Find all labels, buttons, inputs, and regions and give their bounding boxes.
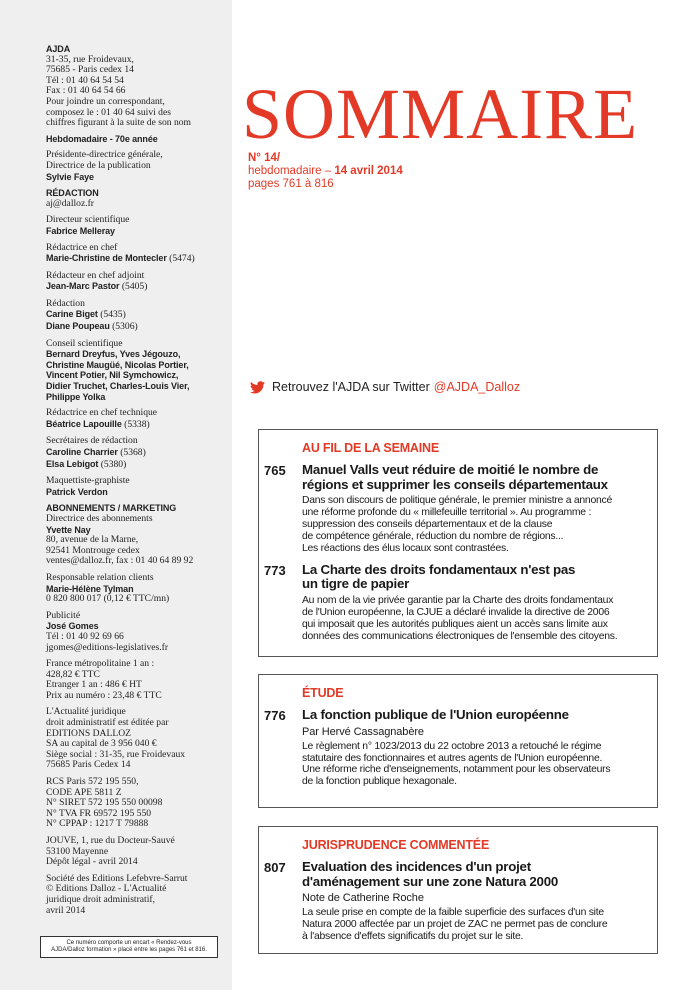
article-title: Manuel Valls veut réduire de moitié le nombre de régions et supprimer les conseils départementaux	[302, 462, 608, 492]
president-block	[46, 150, 222, 182]
phone-extension: (5474)	[166, 253, 195, 265]
person-names: Christine Maugüé, Nicolas Portier,	[46, 359, 189, 370]
printer-block	[46, 836, 222, 868]
role-label: Rédactrice en chef	[46, 241, 118, 253]
person-name: Marie-Christine de Montecler	[46, 253, 167, 264]
article-title: La fonction publique de l'Union européenne	[302, 707, 569, 722]
publisher-block	[46, 44, 222, 144]
contact-line: chiffres figurant à la suite de son nom	[46, 117, 192, 129]
price-line: Etranger 1 an : 486 € HT	[46, 679, 142, 691]
twitter-promo	[250, 380, 520, 394]
role-label: Rédacteur en chef adjoint	[46, 269, 145, 281]
phone-extension: (5435)	[97, 309, 126, 321]
article-summary: La seule prise en compte de la faible superficie des surfaces d'un site Natura 2000 affectée par un projet de ZAC ne permet pas de conclure à l'absence d'effets significatifs du projet sur le site.	[302, 907, 608, 942]
info-line: 75685 Paris Cedex 14	[46, 759, 131, 771]
section-heading: JURISPRUDENCE COMMENTÉE	[302, 838, 490, 852]
section-box-week	[258, 429, 658, 657]
person-name: Jean-Marc Pastor	[46, 281, 120, 292]
phone-extension: (5306)	[109, 321, 138, 333]
section-box-case-law	[258, 826, 658, 954]
info-line: EDITIONS DALLOZ	[46, 727, 131, 739]
person-name: Diane Poupeau	[46, 321, 110, 332]
contact-line: ventes@dalloz.fr, fax : 01 40 64 89 92	[46, 555, 194, 567]
deputy-editor-block	[46, 271, 222, 293]
registration-block	[46, 777, 222, 830]
page-title: SOMMAIRE	[242, 74, 639, 154]
info-line: © Editions Dalloz - L'Actualité	[46, 883, 167, 895]
article-title: Evaluation des incidences d'un projet d'aménagement sur une zone Natura 2000	[302, 859, 558, 889]
role-label: Directrice de la publication	[46, 159, 151, 171]
notice-line: Ce numéro comporte un encart « Rendez-vous	[66, 940, 192, 946]
toc-entry[interactable]	[259, 860, 647, 943]
person-name: José Gomes	[46, 621, 99, 632]
person-names: Philippe Yolka	[46, 391, 106, 402]
person-name: Yvette Nay	[46, 524, 91, 535]
issue-info	[248, 152, 403, 191]
notice-line: AJDA/Dalloz formation » placé entre les pages 761 et 816.	[51, 947, 207, 954]
person-name: Béatrice Lapouille	[46, 418, 122, 429]
contact-line: Pour joindre un correspondant,	[46, 95, 165, 107]
phone-line: Tél : 01 40 64 54 54	[46, 74, 124, 86]
toc-entry[interactable]	[259, 563, 647, 643]
twitter-handle-link[interactable]: @AJDA_Dalloz	[433, 380, 521, 394]
phone-line: Tél : 01 40 92 69 66	[46, 630, 124, 642]
subscriptions-block	[46, 503, 222, 567]
director-block	[46, 215, 222, 236]
page-number: 765	[264, 463, 286, 478]
address-line: 75685 - Paris cedex 14	[46, 64, 134, 76]
price-line: Prix au numéro : 23,48 € TTC	[46, 689, 162, 701]
price-line: 428,82 € TTC	[46, 668, 100, 680]
tech-editor-block	[46, 408, 222, 430]
role-label: Publicité	[46, 609, 81, 621]
section-heading: ÉTUDE	[302, 686, 344, 700]
role-label: Conseil scientifique	[46, 337, 123, 349]
issue-date: 14 avril 2014	[334, 165, 403, 177]
page-number: 807	[264, 860, 286, 875]
info-line: Dépôt légal - avril 2014	[46, 856, 138, 868]
role-label: Directeur scientifique	[46, 214, 130, 226]
frequency: Hebdomadaire - 70e année	[46, 133, 158, 144]
address-line: 80, avenue de la Marne,	[46, 534, 139, 546]
section-box-study	[258, 674, 658, 808]
article-author: Par Hervé Cassagnabère	[302, 725, 424, 738]
twitter-bird-icon	[250, 381, 265, 394]
twitter-text: Retrouvez l'AJDA sur Twitter	[272, 380, 430, 394]
person-names: Didier Truchet, Charles-Louis Vier,	[46, 381, 190, 392]
person-name: Sylvie Faye	[46, 171, 94, 182]
info-line: avril 2014	[46, 904, 86, 916]
person-name: Fabrice Melleray	[46, 225, 115, 236]
page-number: 776	[264, 708, 286, 723]
person-name: Carine Biget	[46, 309, 98, 320]
redaction-block	[46, 188, 222, 209]
toc-entry[interactable]	[259, 463, 647, 555]
editors-block	[46, 299, 222, 333]
section-heading: AU FIL DE LA SEMAINE	[302, 441, 439, 455]
info-line: N° CPPAP : 1217 T 79888	[46, 818, 149, 830]
person-names: Bernard Dreyfus, Yves Jégouzo,	[46, 349, 181, 360]
phone-extension: (5338)	[121, 418, 150, 430]
copyright-block	[46, 874, 222, 916]
publication-name: AJDA	[46, 44, 71, 54]
masthead-column	[0, 0, 232, 990]
contact-line: composez le : 01 40 64 suivi des	[46, 106, 171, 118]
issue-pages: pages 761 à 816	[248, 178, 334, 190]
article-summary: Le règlement n° 1023/2013 du 22 octobre 2013 a retouché le régime statutaire des fonctionnaires et autres agents de l'Union européenne. Une réforme riche d'enseignements, notamment pour les observateurs de la fonction publique hexagonale.	[302, 740, 611, 788]
toc-entry[interactable]	[259, 708, 647, 788]
phone-extension: (5368)	[117, 447, 146, 458]
info-line: droit administratif est éditée par	[46, 717, 169, 729]
issue-frequency: hebdomadaire –	[248, 165, 335, 177]
phone-extension: (5405)	[119, 281, 148, 293]
council-block	[46, 339, 222, 403]
page-number: 773	[264, 562, 286, 578]
info-line: juridique droit administratif,	[46, 893, 155, 905]
publisher-info-block	[46, 707, 222, 771]
role-label: Secrétaires de rédaction	[46, 435, 138, 447]
role-label: Directrice des abonnements	[46, 512, 153, 524]
designer-block	[46, 476, 222, 497]
info-line: N° TVA FR 69572 195 550	[46, 807, 152, 819]
address-line: 92541 Montrouge cedex	[46, 544, 140, 556]
info-line: SA au capital de 3 956 040 €	[46, 738, 157, 750]
info-line: 53100 Mayenne	[46, 845, 109, 857]
person-name: Patrick Verdon	[46, 486, 108, 497]
role-label: Rédactrice en chef technique	[46, 407, 158, 419]
insert-notice	[40, 936, 218, 958]
info-line: CODE APE 5811 Z	[46, 786, 122, 798]
person-name: Elsa Lebigot	[46, 458, 99, 469]
person-names: Vincent Potier, Nil Symchowicz,	[46, 370, 179, 381]
person-name: Marie-Hélène Tylman	[46, 583, 134, 594]
customer-block	[46, 573, 222, 605]
chief-editor-block	[46, 243, 222, 265]
role-label: Présidente-directrice générale,	[46, 149, 163, 161]
phone-extension: (5380)	[98, 458, 127, 470]
role-label: Rédaction	[46, 297, 85, 309]
issue-number: N° 14/	[248, 152, 281, 164]
role-label: Responsable relation clients	[46, 571, 154, 583]
secretaries-block	[46, 436, 222, 470]
role-label: Maquettiste-graphiste	[46, 475, 130, 487]
pricing-block	[46, 659, 222, 701]
article-summary: Dans son discours de politique générale, le premier ministre a annoncé une réforme profonde du « millefeuille territorial ». Au programme : suppression des conseils départementaux et de la clause de compétence générale, réduction du nombre de régions... Les réactions des élus locaux sont contrastées.	[302, 495, 612, 554]
article-summary: Au nom de la vie privée garantie par la Charte des droits fondamentaux de l'Union européenne, la CJUE a déclaré invalide la directive de 2006 qui imposait que les autorités publiques aient un accès sans limite aux données des communications électroniques de l'ensemble des citoyens.	[302, 594, 618, 642]
article-title: La Charte des droits fondamentaux n'est pas un tigre de papier	[302, 561, 576, 592]
fax-line: Fax : 01 40 64 54 66	[46, 85, 126, 97]
section-heading: RÉDACTION	[46, 188, 99, 199]
phone-line: 0 820 800 017 (0,12 € TTC/mn)	[46, 593, 170, 605]
email-address: jgomes@editions-legislatives.fr	[46, 641, 169, 653]
person-name: Caroline Charrier	[46, 447, 118, 457]
info-line: Siège social : 31-35, rue Froidevaux	[46, 748, 186, 760]
info-line: L'Actualité juridique	[46, 706, 126, 718]
article-author: Note de Catherine Roche	[302, 892, 424, 905]
info-line: Société des Editions Lefebvre-Sarrut	[46, 872, 188, 884]
info-line: N° SIRET 572 195 550 00098	[46, 797, 163, 809]
address-line: 31-35, rue Froidevaux,	[46, 53, 134, 65]
advertising-block	[46, 611, 222, 653]
section-heading: ABONNEMENTS / MARKETING	[46, 503, 177, 514]
price-line: France métropolitaine 1 an :	[46, 658, 155, 670]
email-address: aj@dalloz.fr	[46, 197, 94, 209]
info-line: JOUVE, 1, rue du Docteur-Sauvé	[46, 835, 175, 846]
info-line: RCS Paris 572 195 550,	[46, 776, 139, 788]
